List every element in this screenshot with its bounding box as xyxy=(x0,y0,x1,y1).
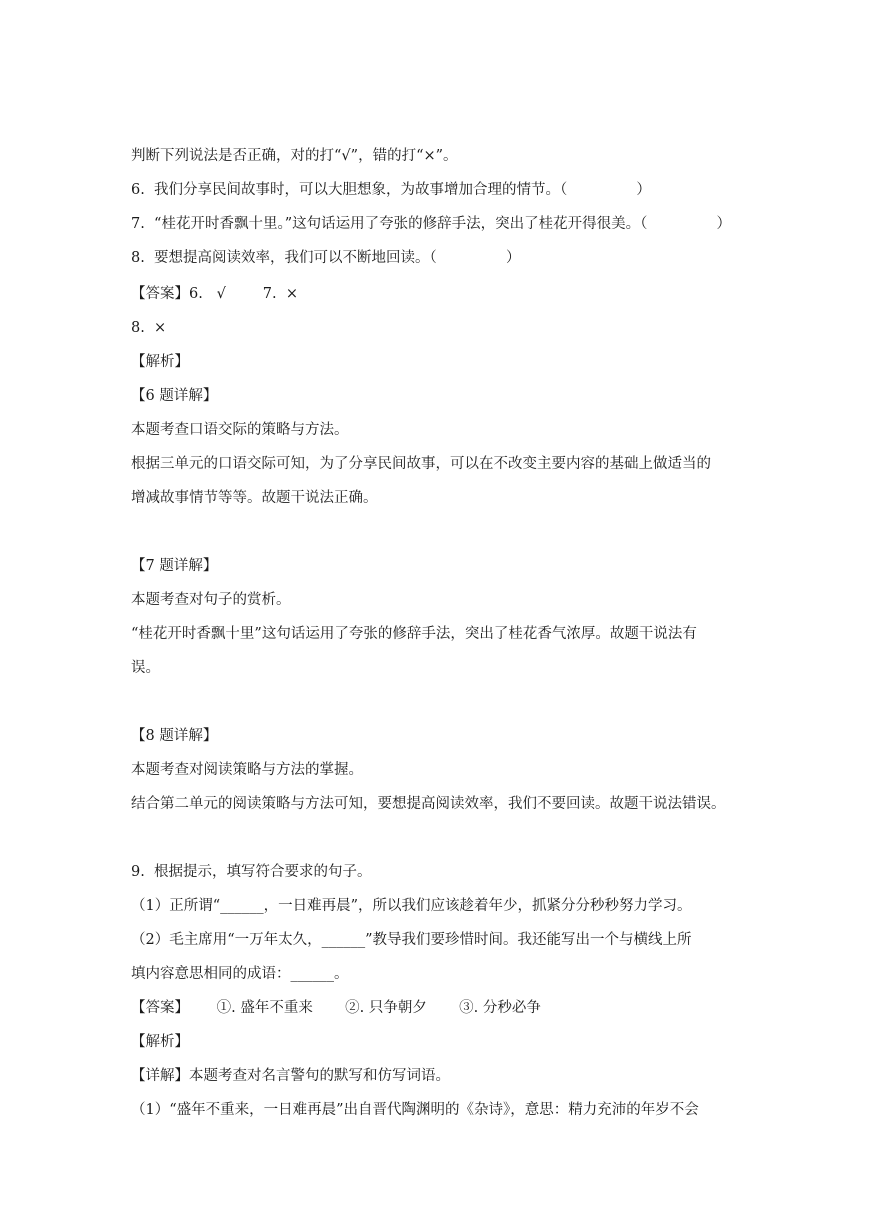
detail-6-line-2: 根据三单元的口语交际可知，为了分享民间故事，可以在不改变主要内容的基础上做适当的 xyxy=(131,456,711,472)
detail-7-line-1: 本题考查对句子的赏析。 xyxy=(131,592,291,608)
detail-7-heading: 【7 题详解】 xyxy=(131,558,218,574)
answer-line-2: 8. × xyxy=(131,320,167,336)
detail-6-line-3: 增减故事情节等等。故题干说法正确。 xyxy=(131,490,378,506)
detail-7-line-3: 误。 xyxy=(131,660,160,676)
question-9-part-1: （1）正所谓“______，一日难再晨”，所以我们应该趁着年少，抓紧分分秒秒努力学习。 xyxy=(131,898,692,914)
instruction-text: 判断下列说法是否正确，对的打“√”，错的打“×”。 xyxy=(131,148,458,164)
answer-line-1: 【答案】6. √ 7. × xyxy=(131,286,298,302)
question-7: 7. “桂花开时香飘十里。”这句话运用了夸张的修辞手法，突出了桂花开得很美。（ ） xyxy=(131,216,732,232)
question-8: 8. 要想提高阅读效率，我们可以不断地回读。（ ） xyxy=(131,250,521,266)
detail-6-heading: 【6 题详解】 xyxy=(131,388,218,404)
detail-9-heading: 【详解】本题考查对名言警句的默写和仿写词语。 xyxy=(131,1068,450,1084)
detail-6-line-1: 本题考查口语交际的策略与方法。 xyxy=(131,422,349,438)
question-6: 6. 我们分享民间故事时，可以大胆想象，为故事增加合理的情节。（ ） xyxy=(131,182,651,198)
detail-9-line-1: （1）“盛年不重来，一日难再晨”出自晋代陶渊明的《杂诗》，意思：精力充沛的年岁不会 xyxy=(131,1102,699,1118)
detail-7-line-2: “桂花开时香飘十里”这句话运用了夸张的修辞手法，突出了桂花香气浓厚。故题干说法有 xyxy=(131,626,697,642)
answer-9: 【答案】 ①. 盛年不重来 ②. 只争朝夕 ③. 分秒必争 xyxy=(131,1000,541,1016)
detail-8-line-1: 本题考查对阅读策略与方法的掌握。 xyxy=(131,762,363,778)
question-9-part-2b: 填内容意思相同的成语：______。 xyxy=(131,966,349,982)
analysis-heading: 【解析】 xyxy=(131,354,189,370)
analysis-9-heading: 【解析】 xyxy=(131,1034,189,1050)
detail-8-line-2: 结合第二单元的阅读策略与方法可知，要想提高阅读效率，我们不要回读。故题干说法错误。 xyxy=(131,796,726,812)
detail-8-heading: 【8 题详解】 xyxy=(131,728,218,744)
question-9: 9. 根据提示，填写符合要求的句子。 xyxy=(131,864,372,880)
question-9-part-2a: （2）毛主席用“一万年太久，______”教导我们要珍惜时间。我还能写出一个与横线上所 xyxy=(131,932,692,948)
